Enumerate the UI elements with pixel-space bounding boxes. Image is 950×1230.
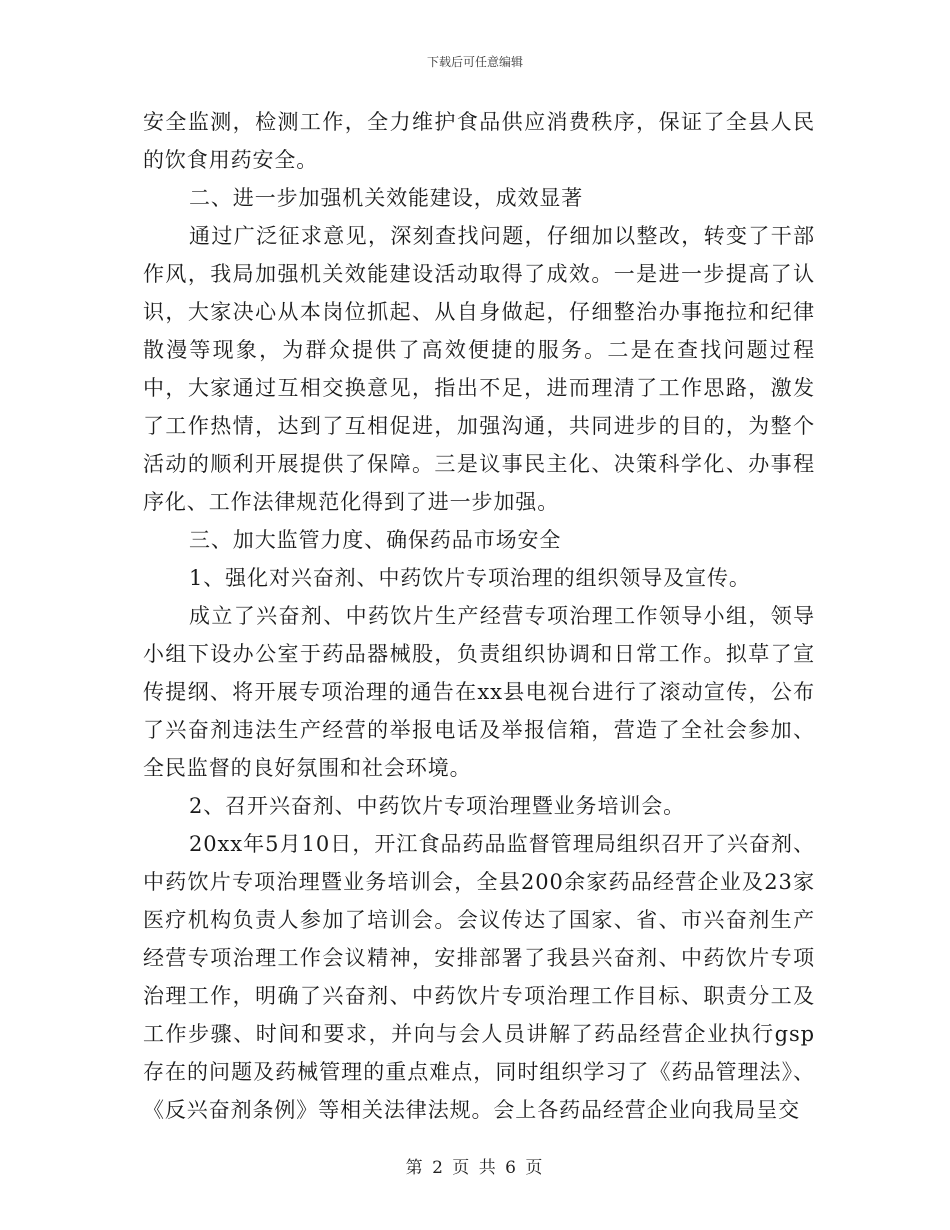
paragraph-leadership: 成立了兴奋剂、中药饮片生产经营专项治理工作领导小组，领导小组下设办公室于药品器械股，负责组织协调和日常工作。拟草了宣传提纲、将开展专项治理的通告在xx县电视台进行了滚动宣传，公布了兴奋剂违法生产经营的举报电话及举报信箱，营造了全社会参加、全民监督的良好氛围和社会环境。 <box>143 604 815 780</box>
section-heading-2: 二、进一步加强机关效能建设，成效显著 <box>189 186 584 210</box>
section-heading-3: 三、加大监管力度、确保药品市场安全 <box>189 528 562 552</box>
paragraph-efficiency: 通过广泛征求意见，深刻查找问题，仔细加以整改，转变了干部作风，我局加强机关效能建设活动取得了成效。一是进一步提高了认识，大家决心从本岗位抓起、从自身做起，仔细整治办事拖拉和纪律散漫等现象，为群众提供了高效便捷的服务。二是在查找问题过程中，大家通过互相交换意见，指出不足，进而理清了工作思路，激发了工作热情，达到了互相促进，加强沟通，共同进步的目的，为整个活动的顺利开展提供了保障。三是议事民主化、决策科学化、办事程序化、工作法律规范化得到了进一步加强。 <box>143 224 815 514</box>
paragraph-continuation: 安全监测，检测工作，全力维护食品供应消费秩序，保证了全县人民的饮食用药安全。 <box>143 110 815 172</box>
paragraph-training: 20xx年5月10日，开江食品药品监督管理局组织召开了兴奋剂、中药饮片专项治理暨业务培训会，全县200余家药品经营企业及23家医疗机构负责人参加了培训会。会议传达了国家、省、市兴奋剂生产经营专项治理工作会议精神，安排部署了我县兴奋剂、中药饮片专项治理工作，明确了兴奋剂、中药饮片专项治理工作目标、职责分工及工作步骤、时间和要求，并向与会人员讲解了药品经营企业执行gsp存在的问题及药械管理的重点难点，同时组织学习了《药品管理法》、《反兴奋剂条例》等相关法律法规。会上各药品经营企业向我局呈交 <box>143 832 815 1122</box>
subheading-2: 2、召开兴奋剂、中药饮片专项治理暨业务培训会。 <box>189 794 686 818</box>
page-number: 第 2 页 共 6 页 <box>405 1158 545 1178</box>
subheading-1: 1、强化对兴奋剂、中药饮片专项治理的组织领导及宣传。 <box>189 566 751 590</box>
document-body <box>143 103 815 1129</box>
page-header-note: 下载后可任意编辑 <box>426 55 523 69</box>
